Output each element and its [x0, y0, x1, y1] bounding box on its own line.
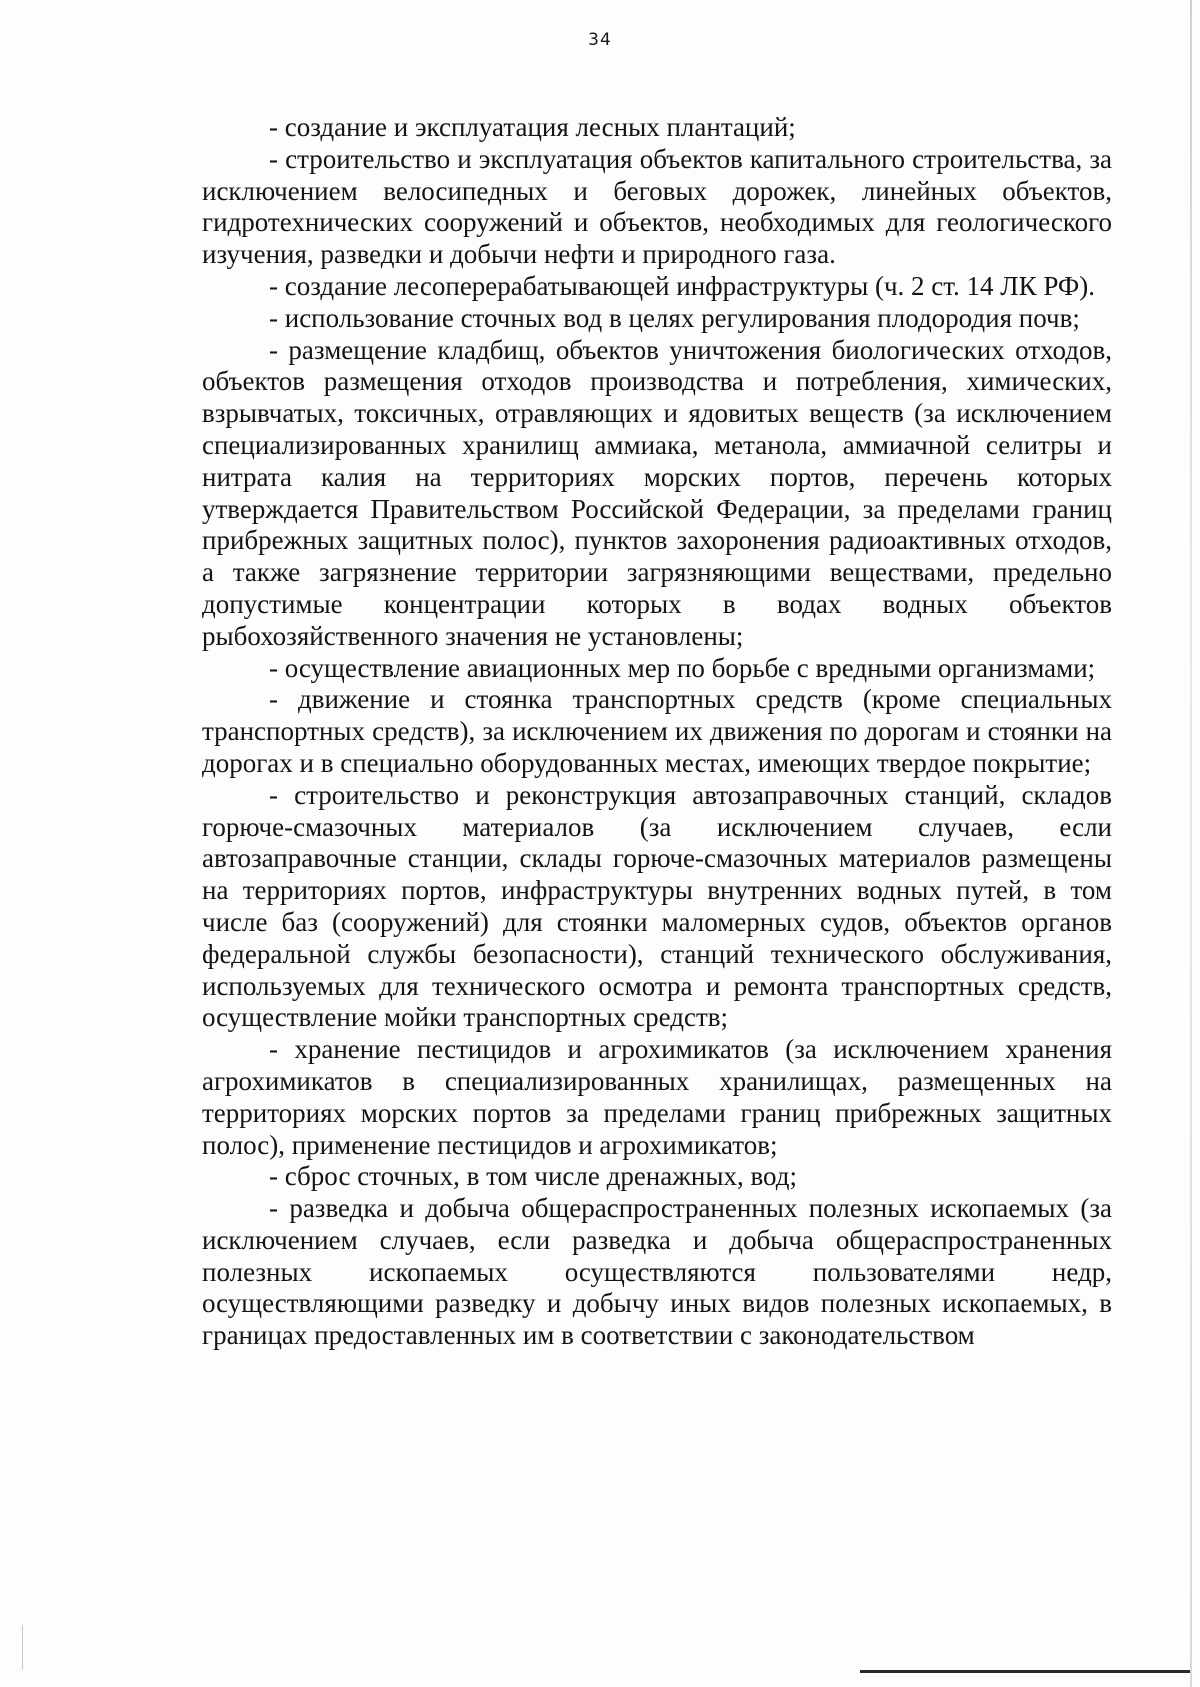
- paragraph-waste-placement: - размещение кладбищ, объектов уничтожения биологических отходов, объектов размещения отходов производства и потребления, химических, взрывчатых, токсичных, отравляющих и ядовитых веществ (за исключением специализированных хранилищ аммиака, метанола, аммиачной селитры и нитрата калия на территориях морских портов, перечень которых утверждается Правительством Российской Федерации, за пределами границ прибрежных защитных полос), пунктов захоронения радиоактивных отходов, а также загрязнение территории загрязняющими веществами, предельно допустимые концентрации которых в водах водных объектов рыбохозяйственного значения не установлены;: [202, 334, 1112, 651]
- scan-line-bottom: [860, 1670, 1190, 1673]
- page-number: 34: [588, 30, 612, 50]
- paragraph-wood-processing: - создание лесоперерабатывающей инфраструктуры (ч. 2 ст. 14 ЛК РФ).: [269, 270, 1096, 301]
- scan-mark-left: [22, 1625, 23, 1670]
- body-text: [202, 112, 1112, 1352]
- paragraph-fuel-stations: - строительство и реконструкция автозаправочных станций, складов горюче-смазочных материалов (за исключением случаев, если автозаправочные станции, склады горюче-смазочных материалов размещены на территориях портов, инфраструктуры внутренних водных путей, в том числе баз (сооружений) для стоянки маломерных судов, объектов органов федеральной службы безопасности), станций технического обслуживания, используемых для технического осмотра и ремонта транспортных средств, осуществление мойки транспортных средств;: [202, 779, 1112, 1033]
- paragraph-wastewater-discharge: - сброс сточных, в том числе дренажных, вод;: [269, 1161, 798, 1192]
- paragraph-forest-plantations: - создание и эксплуатация лесных плантаций;: [269, 112, 796, 142]
- paragraph-capital-construction: - строительство и эксплуатация объектов капитального строительства, за исключением велосипедных и беговых дорожек, линейных объектов, гидротехнических сооружений и объектов, необходимых для геологического изучения, разведки и добычи нефти и природного газа.: [202, 143, 1112, 270]
- paragraph-wastewater-use: - использование сточных вод в целях регулирования плодородия почв;: [269, 302, 1080, 333]
- paragraph-pesticides: - хранение пестицидов и агрохимикатов (за исключением хранения агрохимикатов в специализированных хранилищах, размещенных на территориях морских портов за пределами границ прибрежных защитных полос), применение пестицидов и агрохимикатов;: [202, 1034, 1112, 1160]
- paragraph-aviation-measures: - осуществление авиационных мер по борьбе с вредными организмами;: [269, 652, 1096, 683]
- paragraph-mineral-extraction: - разведка и добыча общераспространенных полезных ископаемых (за исключением случаев, если разведка и добыча общераспространенных полезных ископаемых осуществляются пользователями недр, осуществляющими разведку и добычу иных видов полезных ископаемых, в границах предоставленных им в соответствии с законодательством: [202, 1193, 1112, 1351]
- paragraph-vehicle-movement: - движение и стоянка транспортных средств (кроме специальных транспортных средств), за исключением их движения по дорогам и стоянки на дорогах и в специально оборудованных местах, имеющих твердое покрытие;: [202, 684, 1112, 778]
- scan-edge-right: [1190, 0, 1192, 1687]
